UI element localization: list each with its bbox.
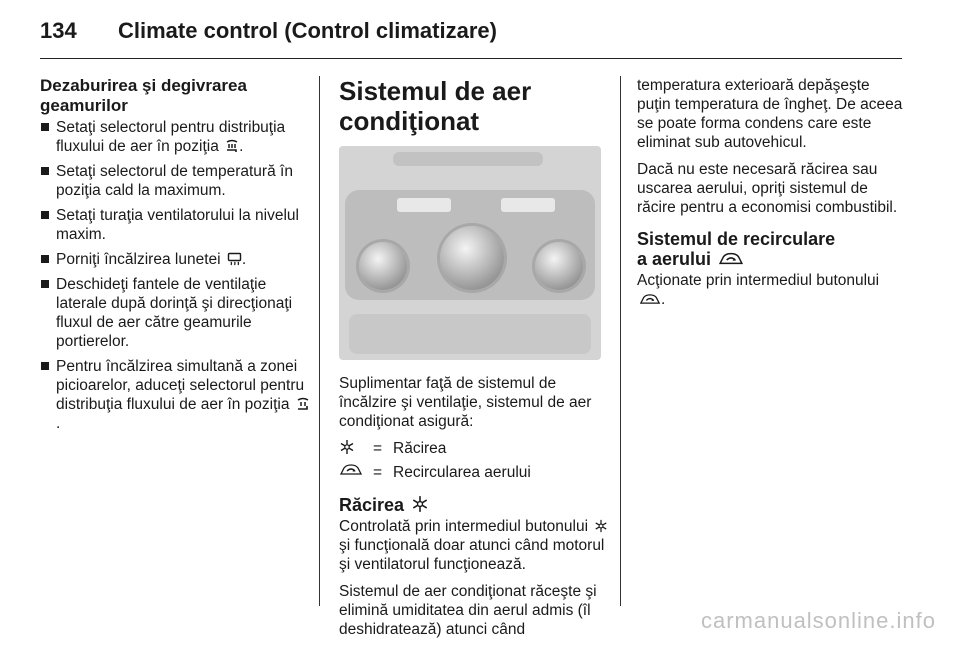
page-header [40,14,920,58]
list-item: Setaţi selectorul pentru distribuţia fluxului de aer în poziţia . [40,118,310,156]
snowflake-icon [339,439,355,455]
ac-button [397,198,451,212]
cooling-paragraph-4: Dacă nu este necesară răcirea sau uscarea aerului, opriţi sistemul de răcire pentru a economisi combustibil. [637,161,898,216]
recirculation-icon [339,463,363,477]
list-item: Deschideţi fantele de ventilaţie laterale după dorinţă şi direcţionaţi fluxul de aer către geamurile portierelor. [40,275,310,351]
fan-speed-knob [359,242,407,290]
rear-window-heat-icon [227,252,242,266]
snowflake-icon [411,495,429,513]
list-item: Porniţi încălzirea lunetei . [40,250,310,269]
section-heading-ac: Sistemul de aer condiţionat [339,76,532,136]
recirculation-button [501,198,555,212]
column-middle [339,76,609,647]
recirculation-icon [718,251,744,267]
list-item: Setaţi turaţia ventilatorului la nivelul maxim. [40,206,310,244]
recirculation-paragraph: Acţionate prin intermediul butonului . [637,272,880,308]
air-distribution-knob [535,242,583,290]
column-divider [620,76,621,606]
recirculation-icon [639,293,661,306]
column-left [40,76,310,439]
section-heading-cooling: Răcirea [339,495,609,515]
windshield-airflow-icon [225,139,239,153]
ac-intro: Suplimentar faţă de sistemul de încălzire şi ventilaţie, sistemul de aer condiţionat asigură: [339,375,592,430]
page-number: 134 [40,18,77,43]
watermark: carmanualsonline.info [700,608,936,633]
section-heading-recirculation: Sistemul de recirculare a aerului [637,229,836,269]
section-heading-defrost: Dezaburirea şi degivrarea geamurilor [40,76,247,115]
windshield-footwell-airflow-icon [296,397,310,411]
list-item: Setaţi selectorul de temperatură în poziţia cald la maximum. [40,162,310,200]
cooling-paragraph-2: Sistemul de aer condiţionat răceşte şi elimină umiditatea din aerul admis (îl deshidratează) atunci când [339,583,597,638]
column-right [637,76,907,317]
lower-panel [349,314,591,354]
temperature-knob [440,226,504,290]
defrost-steps [40,118,310,433]
cooling-paragraph-1: Controlată prin intermediul butonului şi funcţională doar atunci când motorul şi ventilatorul funcţionează. [339,517,609,574]
page-title: Climate control (Control climatizare) [118,18,497,43]
cooling-paragraph-3: temperatura exterioară depăşeşte puţin temperatura de îngheţ. De aceea se poate forma condens care este eliminat sub autovehicul. [637,77,903,151]
header-rule [40,58,902,59]
vent-strip [393,152,543,166]
legend-row: = Răcirea [339,439,609,461]
climate-control-panel-photo [339,146,601,360]
legend-row: = Recircularea aerului [339,463,609,483]
list-item: Pentru încălzirea simultană a zonei picioarelor, aduceţi selectorul pentru distribuţia fluxului de aer în poziţia . [40,357,310,433]
column-divider [319,76,320,606]
snowflake-icon [594,519,608,533]
